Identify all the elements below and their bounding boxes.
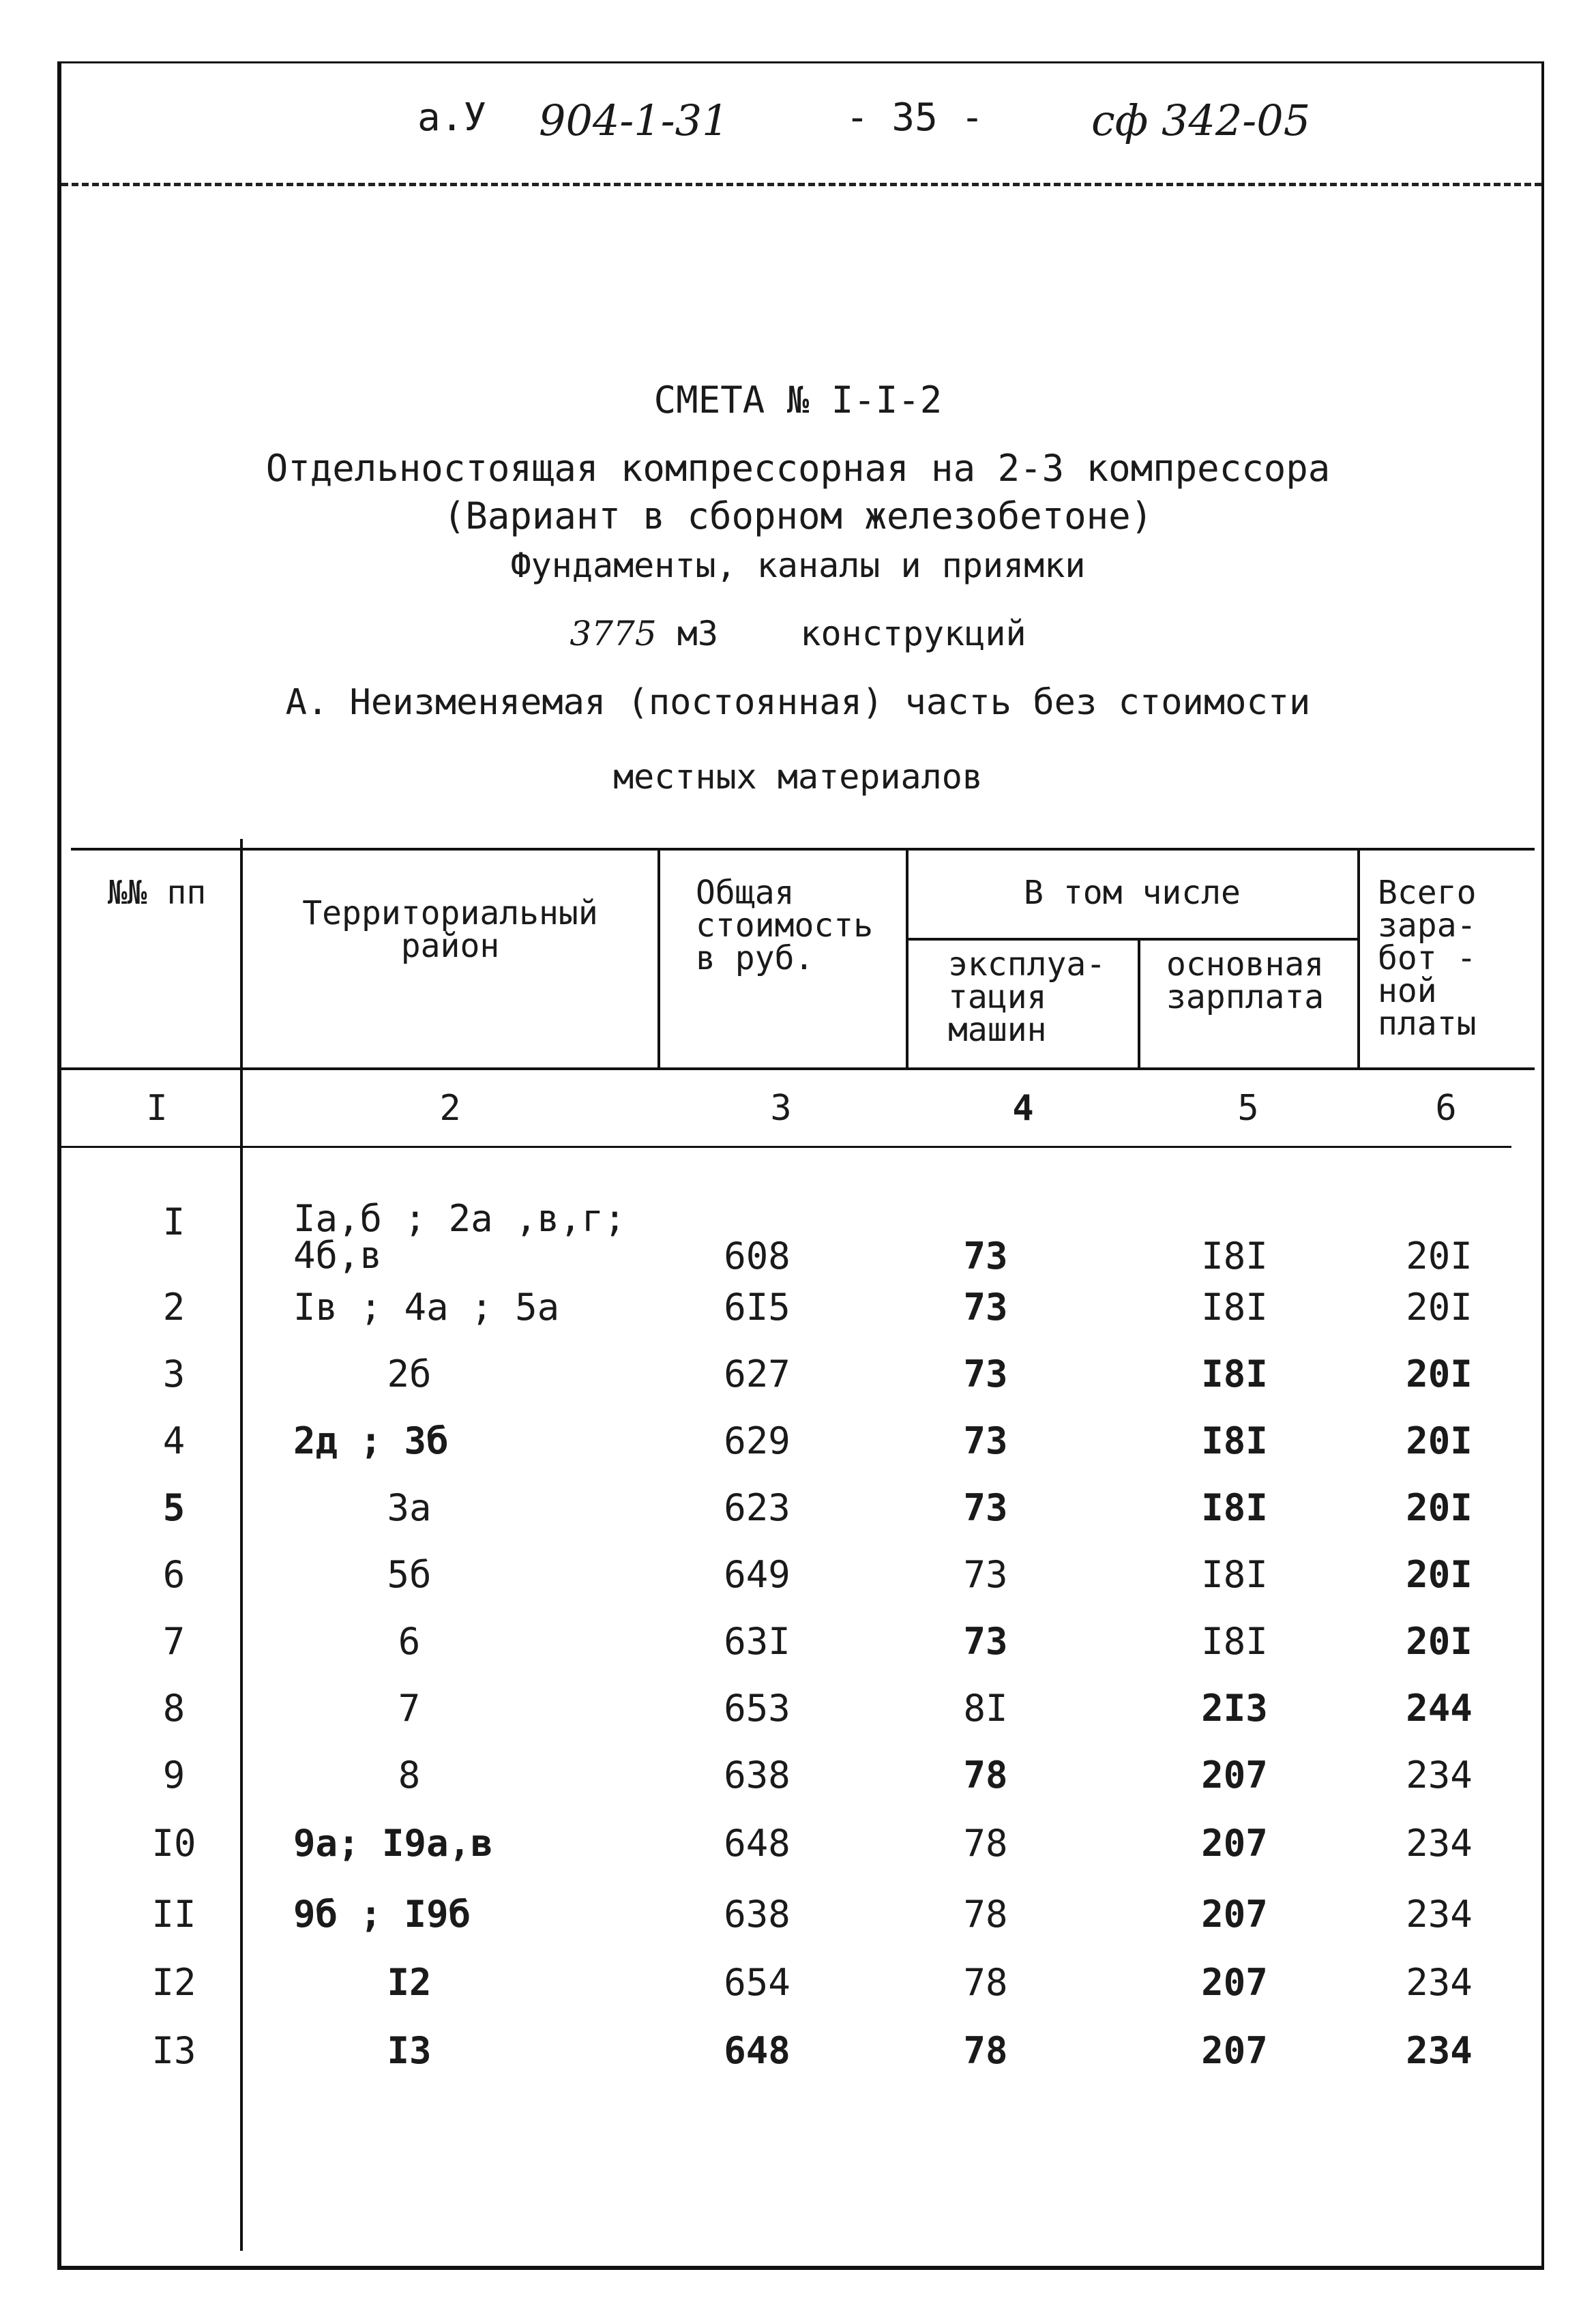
page-number: - 35 -	[846, 95, 984, 140]
row-all-wage: 20I	[1406, 1553, 1473, 1596]
row-wage: 2I3	[1201, 1687, 1268, 1730]
row-total: 623	[724, 1486, 790, 1529]
colnum-5: 5	[1237, 1088, 1259, 1129]
part-title-line1: А. Неизменяемая (постоянная) часть без стоимости	[285, 682, 1311, 723]
table-row	[0, 1286, 1596, 1351]
row-district: 2б	[387, 1353, 432, 1395]
row-wage: 207	[1201, 1893, 1268, 1936]
series-prefix: а.У	[417, 95, 487, 140]
row-all-wage: 234	[1406, 2029, 1473, 2072]
row-district: Iв ; 4а ; 5а	[293, 1286, 560, 1329]
row-machines: 73	[963, 1419, 1008, 1462]
row-machines: 78	[963, 1893, 1008, 1936]
row-wage: I8I	[1201, 1419, 1268, 1462]
row-all-wage: 20I	[1406, 1353, 1473, 1395]
row-district: 7	[398, 1687, 421, 1730]
row-total: 638	[724, 1754, 790, 1797]
estimate-title: СМЕТА № I-I-2	[653, 379, 943, 422]
header-including: В том числе	[1024, 874, 1241, 912]
col-divider-2	[657, 848, 660, 1069]
row-wage: 207	[1201, 1822, 1268, 1865]
row-all-wage: 20I	[1406, 1620, 1473, 1663]
row-machines: 73	[963, 1286, 1008, 1329]
row-number: 4	[162, 1419, 186, 1462]
table-row	[0, 1553, 1596, 1619]
row-district: 2д ; 3б	[293, 1419, 449, 1462]
header-base-wage: основная зарплата	[1166, 945, 1325, 1016]
row-machines: 73	[963, 1620, 1008, 1663]
table-row	[0, 1687, 1596, 1752]
table-row	[0, 1961, 1596, 2026]
row-all-wage: 20I	[1406, 1486, 1473, 1529]
row-wage: I8I	[1201, 1553, 1268, 1596]
row-number: I2	[151, 1961, 196, 2004]
row-total: 654	[724, 1961, 790, 2004]
row-wage: 207	[1201, 1754, 1268, 1797]
volume-line	[0, 614, 1596, 653]
row-district: 8	[398, 1754, 421, 1797]
table-row	[0, 1822, 1596, 1887]
row-wage: I8I	[1201, 1286, 1268, 1329]
row-district: I2	[387, 1961, 432, 2004]
row-total: 627	[724, 1353, 790, 1395]
row-machines: 8I	[963, 1687, 1008, 1730]
row-total: 63I	[724, 1620, 790, 1663]
row-machines: 73	[963, 1486, 1008, 1529]
row-wage: I8I	[1201, 1353, 1268, 1395]
section-title: Фундаменты, каналы и приямки	[510, 546, 1086, 585]
row-all-wage: 20I	[1406, 1235, 1473, 1277]
colnum-2: 2	[439, 1088, 461, 1129]
header-machines: эксплуа- тация машин	[948, 945, 1106, 1049]
col-divider-4	[1138, 938, 1140, 1069]
row-district: 3а	[387, 1486, 432, 1529]
table-row	[0, 1197, 1596, 1277]
header-district: Территориальный район	[302, 894, 598, 965]
row-wage: 207	[1201, 2029, 1268, 2072]
row-district: I3	[387, 2029, 432, 2072]
colnum-1: I	[146, 1088, 168, 1129]
row-number: II	[151, 1893, 196, 1936]
col-divider-5	[1357, 848, 1360, 1069]
row-machines: 73	[963, 1553, 1008, 1596]
table-row	[0, 1620, 1596, 1685]
row-number: 9	[162, 1754, 186, 1797]
header-total-cost: Общая стоимость в руб.	[696, 874, 874, 977]
row-all-wage: 234	[1406, 1893, 1473, 1936]
header-divider	[61, 183, 1541, 186]
row-total: 629	[724, 1419, 790, 1462]
header-bottom-rule	[59, 1067, 1535, 1070]
row-all-wage: 234	[1406, 1822, 1473, 1865]
row-wage: 207	[1201, 1961, 1268, 2004]
colnum-3: 3	[770, 1088, 792, 1129]
row-number: I0	[151, 1822, 196, 1865]
header-number: №№ пп	[107, 874, 207, 912]
row-number: 8	[162, 1687, 186, 1730]
header-total-wage: Всего зара- бот - ной платы	[1378, 874, 1477, 1043]
row-district: 9б ; I9б	[293, 1893, 471, 1936]
row-number: I3	[151, 2029, 196, 2072]
row-total: 608	[724, 1235, 790, 1277]
table-row	[0, 1754, 1596, 1819]
volume-value: 3775	[570, 614, 657, 653]
row-total: 6I5	[724, 1286, 790, 1329]
row-district: 9а; I9а,в	[293, 1822, 493, 1865]
row-all-wage: 20I	[1406, 1419, 1473, 1462]
part-title-line2: местных материалов	[613, 757, 983, 797]
row-number: 6	[162, 1553, 186, 1596]
row-wage: I8I	[1201, 1620, 1268, 1663]
row-machines: 78	[963, 2029, 1008, 2072]
volume-unit: м3	[677, 614, 718, 653]
row-district: 6	[398, 1620, 421, 1663]
colnum-4: 4	[1012, 1088, 1034, 1129]
row-number: 3	[162, 1353, 186, 1395]
row-all-wage: 234	[1406, 1961, 1473, 2004]
col-divider-3	[906, 848, 908, 1069]
row-machines: 78	[963, 1754, 1008, 1797]
row-all-wage: 234	[1406, 1754, 1473, 1797]
table-row	[0, 1893, 1596, 1958]
table-row	[0, 1486, 1596, 1552]
row-wage: I8I	[1201, 1235, 1268, 1277]
row-machines: 73	[963, 1235, 1008, 1277]
row-district: Iа,б ; 2а ,в,г; 4б,в	[293, 1197, 626, 1277]
volume-label: конструкций	[800, 614, 1026, 653]
table-top-rule	[71, 848, 1535, 851]
doc-number: 904-1-31	[539, 95, 729, 145]
row-wage: I8I	[1201, 1486, 1268, 1529]
row-total: 648	[724, 2029, 790, 2072]
row-all-wage: 20I	[1406, 1286, 1473, 1329]
row-total: 648	[724, 1822, 790, 1865]
row-machines: 78	[963, 1961, 1008, 2004]
row-total: 653	[724, 1687, 790, 1730]
row-number: 5	[162, 1486, 186, 1529]
row-number: I	[162, 1200, 186, 1243]
row-total: 649	[724, 1553, 790, 1596]
row-machines: 78	[963, 1822, 1008, 1865]
group-rule	[907, 938, 1357, 941]
table-row	[0, 1353, 1596, 1418]
row-district: 5б	[387, 1553, 432, 1596]
row-all-wage: 244	[1406, 1687, 1473, 1730]
variant-title: (Вариант в сборном железобетоне)	[443, 494, 1153, 537]
building-title: Отдельностоящая компрессорная на 2-3 компрессора	[265, 447, 1331, 490]
row-total: 638	[724, 1893, 790, 1936]
table-row	[0, 2029, 1596, 2095]
colnum-bottom-rule	[59, 1146, 1511, 1148]
table-row	[0, 1419, 1596, 1485]
colnum-6: 6	[1435, 1088, 1457, 1129]
sheet-code: сф 342-05	[1091, 95, 1311, 145]
row-number: 7	[162, 1620, 186, 1663]
row-number: 2	[162, 1286, 186, 1329]
row-machines: 73	[963, 1353, 1008, 1395]
